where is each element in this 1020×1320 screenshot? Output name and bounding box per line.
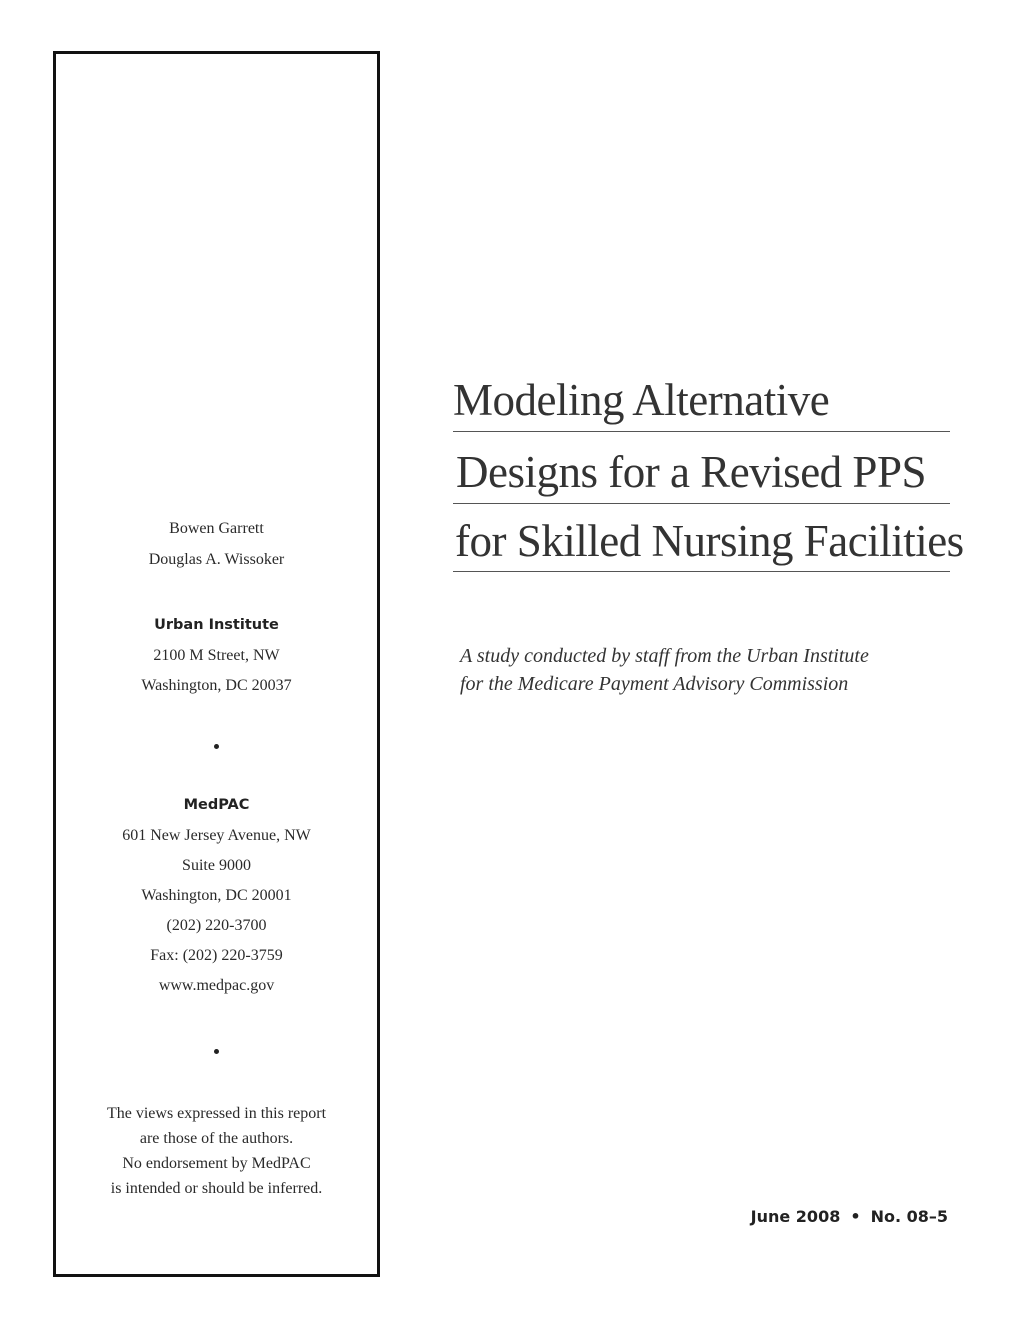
sidebar-panel xyxy=(53,51,380,1277)
disclaimer-line: is intended or should be inferred. xyxy=(110,1180,323,1197)
urban-institute-city: Washington, DC 20037 xyxy=(141,677,292,694)
disclaimer xyxy=(56,1101,377,1201)
title-rule xyxy=(453,431,950,432)
report-number: No. 08–5 xyxy=(870,1207,948,1226)
bullet-divider xyxy=(214,744,219,749)
urban-institute-street: 2100 M Street, NW xyxy=(153,647,280,664)
subtitle-line: A study conducted by staff from the Urban Institute xyxy=(460,645,869,667)
report-title-line: Designs for a Revised PPS xyxy=(456,447,926,497)
bullet-divider xyxy=(214,1049,219,1054)
report-date: June 2008 xyxy=(750,1207,841,1226)
bullet-separator: • xyxy=(850,1207,861,1226)
medpac-suite: Suite 9000 xyxy=(182,857,251,874)
medpac-city: Washington, DC 20001 xyxy=(141,887,292,904)
disclaimer-line: The views expressed in this report xyxy=(106,1105,327,1122)
report-title-line: for Skilled Nursing Facilities xyxy=(455,516,964,566)
report-title-line: Modeling Alternative xyxy=(453,375,830,425)
title-rule xyxy=(453,503,950,504)
author-name: Bowen Garrett xyxy=(169,520,264,537)
medpac-name: MedPAC xyxy=(183,797,250,813)
subtitle-line: for the Medicare Payment Advisory Commission xyxy=(460,673,849,695)
medpac-phone: (202) 220-3700 xyxy=(166,917,267,934)
disclaimer-line: are those of the authors. xyxy=(139,1130,294,1147)
medpac-website: www.medpac.gov xyxy=(158,977,275,994)
disclaimer-line: No endorsement by MedPAC xyxy=(122,1155,311,1172)
medpac-fax: Fax: (202) 220-3759 xyxy=(150,947,283,964)
urban-institute-name: Urban Institute xyxy=(154,617,279,633)
report-date-number xyxy=(751,1206,948,1228)
author-name: Douglas A. Wissoker xyxy=(148,551,285,568)
medpac-street: 601 New Jersey Avenue, NW xyxy=(122,827,311,844)
title-rule xyxy=(453,571,950,572)
